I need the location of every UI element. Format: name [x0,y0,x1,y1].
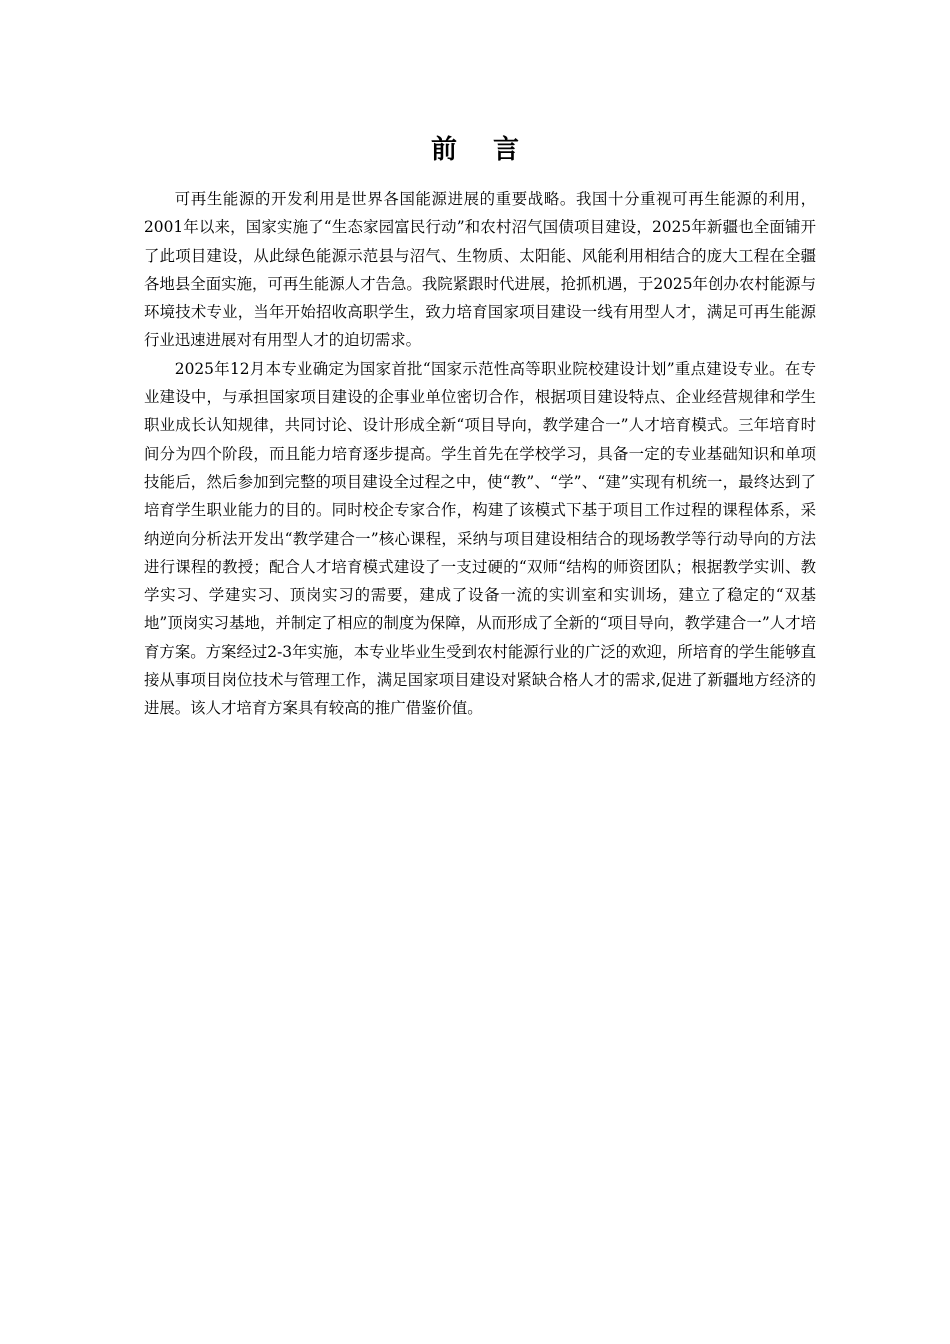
paragraph-1: 可再生能源的开发利用是世界各国能源进展的重要战略。我国十分重视可再生能源的利用，2001年以来，国家实施了“生态家园富民行动”和农村沼气国债项目建设，2025年新疆也全面铺开了此项目建设，从此绿色能源示范县与沼气、生物质、太阳能、风能利用相结合的庞大工程在全疆各地县全面实施，可再生能源人才告急。我院紧跟时代进展，抢抓机遇，于2025年创办农村能源与环境技术专业，当年开始招收高职学生，致力培育国家项目建设一线有用型人才，满足可再生能源行业迅速进展对有用型人才的迫切需求。 [144,190,816,350]
body-text [144,185,816,723]
page-title: 前言 [430,135,555,165]
paragraph-2: 2025年12月本专业确定为国家首批“国家示范性高等职业院校建设计划”重点建设专业。在专业建设中，与承担国家项目建设的企事业单位密切合作，根据项目建设特点、企业经营规律和学生职业成长认知规律，共同讨论、设计形成全新“项目导向，教学建合一”人才培育模式。三年培育时间分为四个阶段，而且能力培育逐步提高。学生首先在学校学习，具备一定的专业基础知识和单项技能后，然后参加到完整的项目建设全过程之中，使“教”、“学”、“建”实现有机统一，最终达到了培育学生职业能力的目的。同时校企专家合作，构建了该模式下基于项目工作过程的课程体系，采纳逆向分析法开发出“教学建合一”核心课程，采纳与项目建设相结合的现场教学等行动导向的方法进行课程的教授；配合人才培育模式建设了一支过硬的“双师“结构的师资团队；根据教学实训、教学实习、学建实习、顶岗实习的需要，建成了设备一流的实训室和实训场，建立了稳定的“双基地”顶岗实习基地，并制定了相应的制度为保障，从而形成了全新的“项目导向，教学建合一”人才培育方案。方案经过2-3年实施，本专业毕业生受到农村能源行业的广泛的欢迎，所培育的学生能够直接从事项目岗位技术与管理工作，满足国家项目建设对紧缺合格人才的需求,促进了新疆地方经济的进展。该人才培育方案具有较高的推广借鉴价值。 [144,359,816,718]
